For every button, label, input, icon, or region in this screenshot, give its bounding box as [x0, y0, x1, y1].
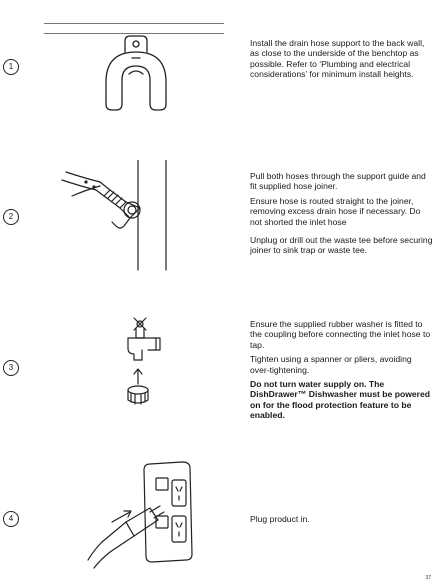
step-2-paragraph-3: Unplug or drill out the waste tee before securing joiner to sink trap or waste tee.: [250, 235, 433, 256]
step-3-text: [250, 319, 433, 425]
step-3-paragraph-1: Ensure the supplied rubber washer is fitted to the coupling before connecting the inlet hose to tap.: [250, 319, 431, 350]
step-2-text: [250, 171, 433, 260]
power-plug-socket-icon: [86, 460, 202, 572]
step-3-warning: Do not turn water supply on. The DishDrawer™ Dishwasher must be powered on for the flood protection feature to be enabled.: [250, 379, 431, 421]
step-3-paragraph-2: Tighten using a spanner or pliers, avoiding over-tightening.: [250, 354, 412, 375]
step-2-number: 2: [3, 209, 19, 225]
step-2-paragraph-2: Ensure hose is routed straight to the joiner, removing excess drain hose if necessary. Do not shorted the inlet hose: [250, 195, 421, 227]
step-4-paragraph-1: Plug product in.: [250, 514, 310, 524]
page-number: 37: [425, 575, 431, 581]
step-4-text: [250, 514, 433, 528]
step-1-paragraph-1: Install the drain hose support to the back wall, as close to the underside of the benchtop as possible. Refer to ‘Plumbing and electrical considerations’ for minimum install heights.: [250, 38, 425, 80]
step-1-text: [250, 38, 433, 84]
step-2-paragraph-1: Pull both hoses through the support guide and fit supplied hose joiner.: [250, 171, 426, 192]
hose-joiner-icon: [60, 160, 175, 275]
step-4-number: 4: [3, 511, 19, 527]
top-rule: [44, 23, 224, 24]
tap-coupling-icon: [108, 314, 168, 414]
drain-hose-support-icon: [92, 32, 182, 122]
step-3-number: 3: [3, 360, 19, 376]
step-1-number: 1: [3, 59, 19, 75]
